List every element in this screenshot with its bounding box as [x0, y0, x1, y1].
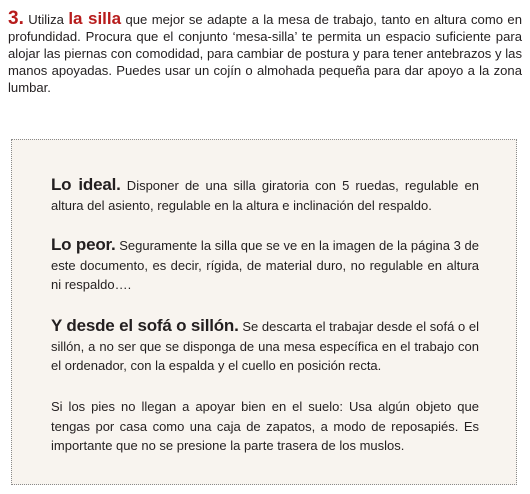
tip-ideal-text: Disponer de una silla giratoria con 5 ruedas, regulable en altura del asiento, regulable en la altura e inclinación del respaldo. — [51, 178, 479, 213]
tip-peor-lead: Lo peor. — [51, 235, 116, 254]
tip-pies — [51, 397, 479, 456]
intro-text-before: Utiliza — [28, 12, 69, 27]
intro-text-after: que mejor se adapte a la mesa de trabajo, tanto en altura como en profundidad. Procura que el conjunto ‘mesa-silla’ te permita un espacio suficiente para alojar las piernas con comodidad, para cambiar de postura y para tener antebrazos y las manos apoyadas. Puedes usar un cojín o almohada pequeña para dar apoyo a la zona lumbar. — [8, 12, 522, 95]
tip-ideal-lead: Lo ideal. — [51, 175, 121, 194]
tip-peor-text: Seguramente la silla que se ve en la imagen de la página 3 de este documento, es decir, rígida, de material duro, no regulable en altura ni respaldo…. — [51, 238, 479, 292]
tips-box — [11, 139, 517, 485]
tip-sofa-text: Se descarta el trabajar desde el sofá o el sillón, a no ser que se disponga de una mesa específica en el trabajo con el ordenador, con la espalda y el cuello en posición recta. — [51, 319, 479, 373]
section-number: 3. — [8, 8, 24, 29]
tip-ideal — [51, 175, 479, 215]
tip-pies-text: Si los pies no llegan a apoyar bien en el suelo: Usa algún objeto que tengas por casa como una caja de zapatos, a modo de reposapiés. Es importante que no se presione la parte trasera de los muslos. — [51, 399, 479, 453]
intro-highlight: la silla — [68, 9, 122, 28]
tip-sofa-lead: Y desde el sofá o sillón. — [51, 316, 239, 335]
tip-sofa — [51, 316, 479, 376]
tip-peor — [51, 235, 479, 295]
intro-paragraph — [8, 10, 522, 96]
